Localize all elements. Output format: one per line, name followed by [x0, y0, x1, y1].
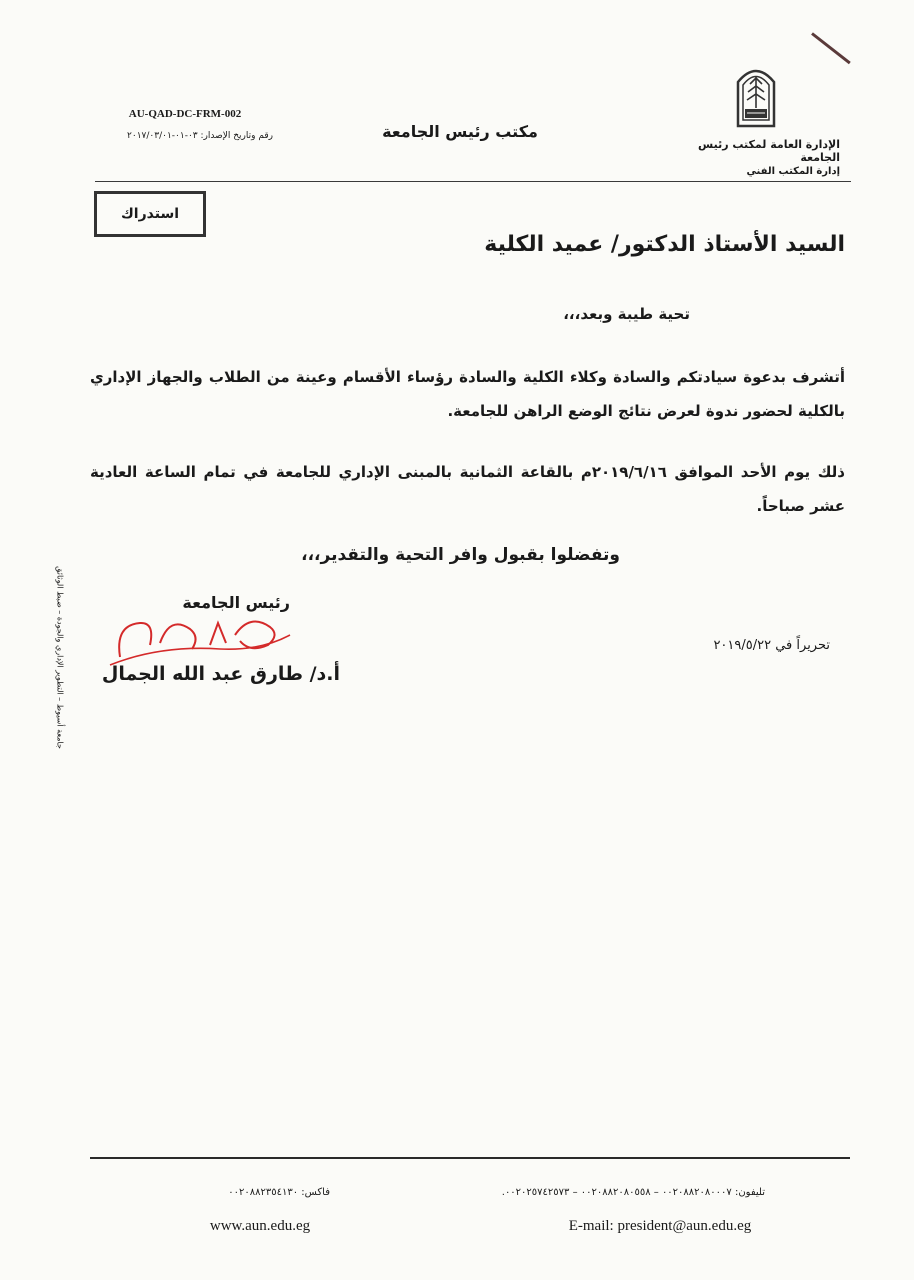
- footer-website[interactable]: www.aun.edu.eg: [209, 1218, 311, 1234]
- signature-title: رئيس الجامعة: [182, 593, 290, 612]
- form-code: AU-QAD-DC-FRM-002: [128, 108, 242, 120]
- greeting: تحية طيبة وبعد،،،: [563, 305, 690, 323]
- header-divider: [95, 181, 851, 182]
- addressee: السيد الأستاذ الدكتور/ عميد الكلية: [484, 232, 845, 257]
- stamp-box-label: استدراك: [120, 206, 180, 222]
- office-title: مكتب رئيس الجامعة: [382, 122, 538, 141]
- body-paragraph-1: أتشرف بدعوة سيادتكم والسادة وكلاء الكلية والسادة رؤساء الأقسام وعينة من الطلاب والجهاز الإداري بالكلية لحضور ندوة لعرض نتائج الوضع الراهن للجامعة.: [90, 368, 845, 420]
- signatory-name: أ.د/ طارق عبد الله الجمال: [101, 663, 340, 685]
- handwritten-annotation: [100, 605, 300, 670]
- footer-phone: تليفون: ٠٠٢٠٨٨٢٠٨٠٠٠٧ – ٠٠٢٠٨٨٢٠٨٠٥٥٨ – ٠٠٢٠٢٥٧٤٢٥٧٣.: [501, 1187, 765, 1198]
- admin-dept-line1: الإدارة العامة لمكتب رئيس الجامعة: [698, 138, 840, 164]
- pen-stroke-mark: [811, 32, 851, 64]
- stamp-box: [94, 191, 206, 237]
- issue-info: رقم وتاريخ الإصدار: ٠٣-٠١-٢٠١٧/٠٣/٠١: [127, 131, 273, 141]
- footer-fax: فاكس: ٠٠٢٠٨٨٢٣٥٤١٣٠: [228, 1187, 330, 1198]
- footer-divider: [90, 1157, 850, 1159]
- body-paragraph-2: ذلك يوم الأحد الموافق ٢٠١٩/٦/١٦م بالقاعة الثمانية بالمبنى الإداري للجامعة في تمام الساعة العادية عشر صباحاً.: [90, 463, 845, 515]
- university-logo: [735, 62, 777, 128]
- admin-dept-line2: إدارة المكتب الفني: [746, 166, 840, 177]
- side-note: جامعة أسيوط – التطوير الإداري والجودة – ضبط الوثائق: [55, 566, 65, 749]
- date-line: تحريراً في ٢٠١٩/٥/٢٢: [713, 638, 830, 653]
- footer-email[interactable]: E-mail: president@aun.edu.eg: [568, 1218, 752, 1234]
- closing-line: وتفضلوا بقبول وافر التحية والتقدير،،،: [301, 545, 620, 565]
